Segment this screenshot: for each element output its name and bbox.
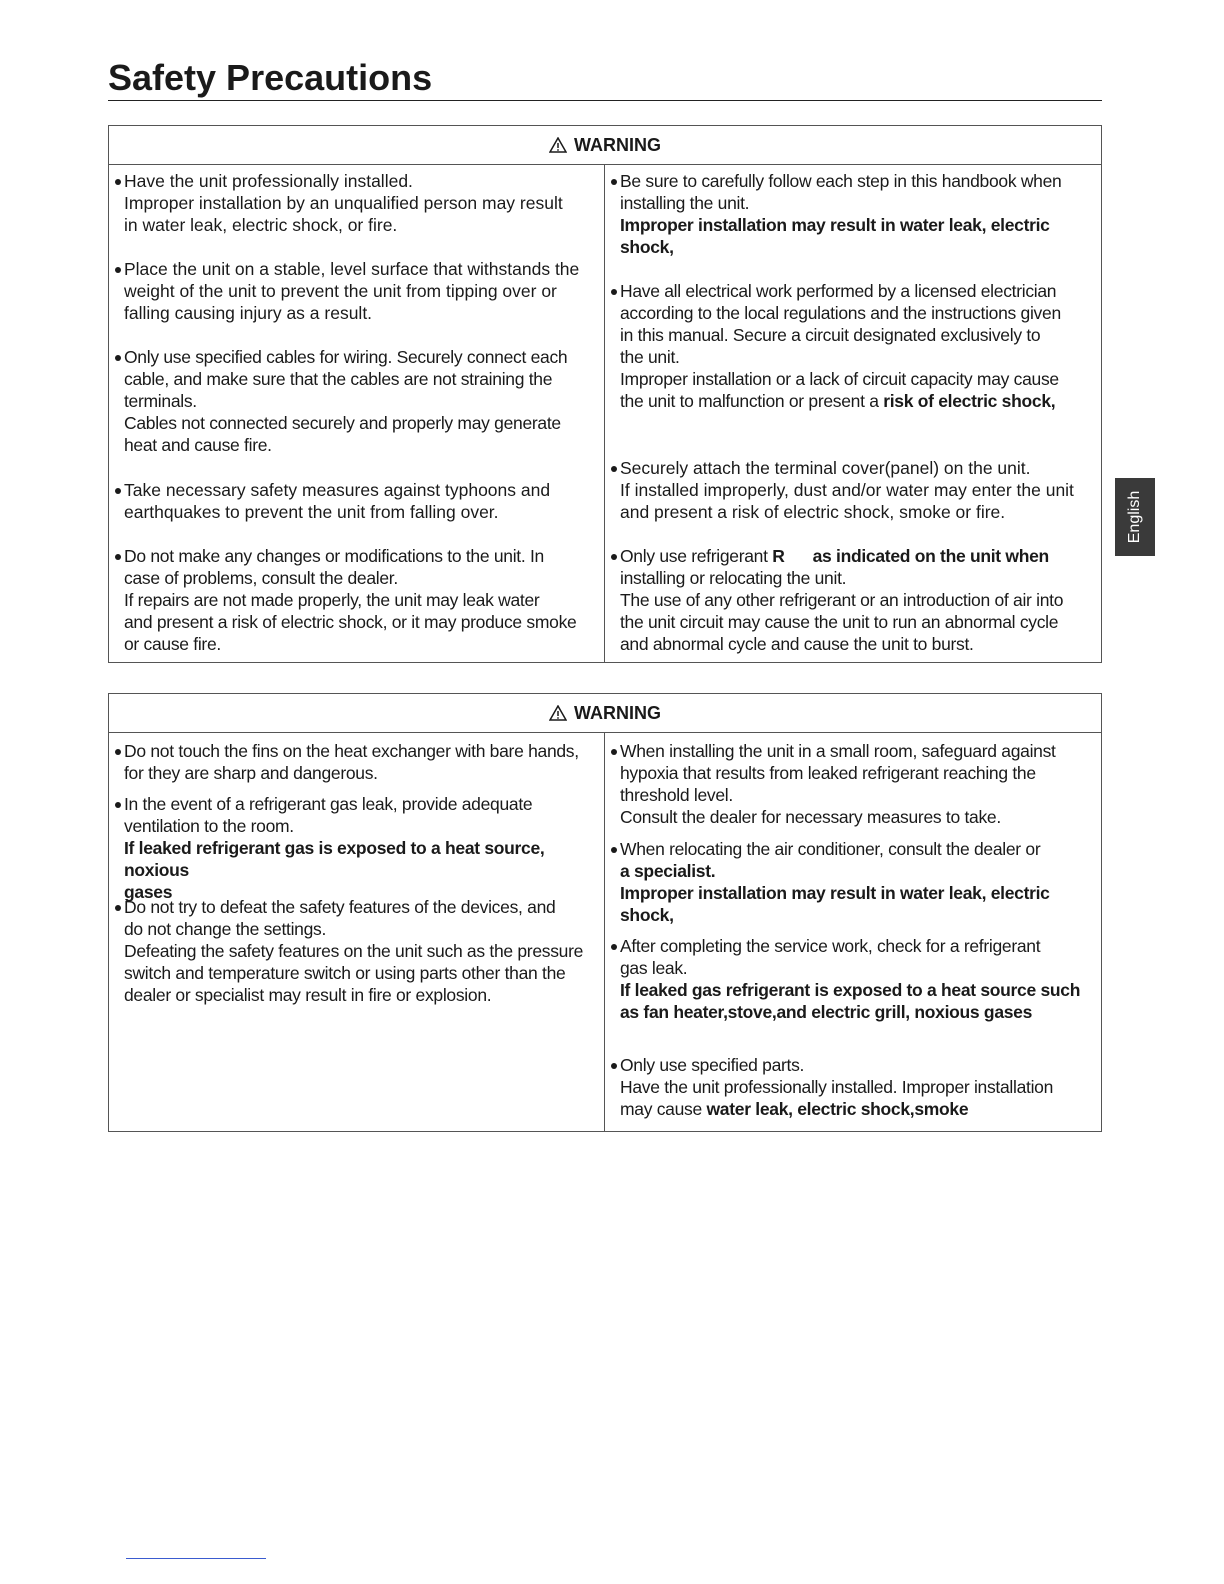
item-line: gases bbox=[124, 882, 173, 902]
item-line: If leaked refrigerant gas is exposed to a heat source, noxious bbox=[124, 838, 545, 880]
item-line: earthquakes to prevent the unit from falling over. bbox=[124, 502, 499, 522]
item-line: If repairs are not made properly, the unit may leak water bbox=[124, 590, 540, 610]
warning-item bbox=[109, 896, 604, 1006]
warning-item bbox=[605, 170, 1101, 258]
warning-column-left bbox=[109, 733, 605, 1131]
item-line: Have the unit professionally installed. Improper installation bbox=[620, 1077, 1054, 1097]
item-line: Only use specified cables for wiring. Securely connect each bbox=[109, 346, 604, 368]
item-line bbox=[605, 545, 1101, 567]
item-line: When installing the unit in a small room, safeguard against bbox=[605, 740, 1101, 762]
refrigerant-code: R bbox=[772, 546, 785, 566]
item-line: according to the local regulations and the instructions given bbox=[620, 303, 1061, 323]
item-line: ventilation to the room. bbox=[124, 816, 294, 836]
item-line-bold: as indicated on the unit when bbox=[812, 546, 1049, 566]
item-line-bold: water leak, electric shock,smoke bbox=[706, 1099, 969, 1119]
footer-rule bbox=[126, 1558, 266, 1559]
item-line: Cables not connected securely and properly may generate bbox=[124, 413, 561, 433]
warning-column-right bbox=[605, 733, 1101, 1131]
item-line: installing or relocating the unit. bbox=[620, 568, 847, 588]
item-line: The use of any other refrigerant or an introduction of air into bbox=[620, 590, 1064, 610]
item-line: When relocating the air conditioner, consult the dealer or bbox=[605, 838, 1101, 860]
warning-item bbox=[109, 346, 604, 456]
item-line: Have all electrical work performed by a licensed electrician bbox=[605, 280, 1101, 302]
item-line: Defeating the safety features on the unit such as the pressure bbox=[124, 941, 584, 961]
item-line: weight of the unit to prevent the unit from tipping over or bbox=[124, 281, 557, 301]
warning-column-left bbox=[109, 165, 605, 662]
item-line: Improper installation may result in water leak, electric shock, bbox=[620, 883, 1050, 925]
item-line: If installed improperly, dust and/or water may enter the unit bbox=[620, 480, 1074, 500]
warning-triangle-icon bbox=[549, 137, 567, 153]
warning-item bbox=[109, 258, 604, 324]
item-line-text: Only use refrigerant bbox=[620, 546, 773, 566]
warning-item bbox=[109, 479, 604, 523]
item-line: in this manual. Secure a circuit designated exclusively to bbox=[620, 325, 1041, 345]
item-line: Only use specified parts. bbox=[605, 1054, 1101, 1076]
language-tab-label: English bbox=[1126, 490, 1144, 544]
warning-item bbox=[605, 457, 1101, 523]
item-line: Do not touch the fins on the heat exchanger with bare hands, bbox=[109, 740, 604, 762]
item-line: Do not make any changes or modifications to the unit. In bbox=[109, 545, 604, 567]
warning-table-1 bbox=[108, 125, 1102, 663]
item-line: Place the unit on a stable, level surface that withstands the bbox=[109, 258, 604, 280]
item-line: Improper installation or a lack of circuit capacity may cause bbox=[620, 369, 1059, 389]
item-line: threshold level. bbox=[620, 785, 733, 805]
item-line: falling causing injury as a result. bbox=[124, 303, 373, 323]
item-line: do not change the settings. bbox=[124, 919, 327, 939]
warning-item bbox=[109, 170, 604, 236]
warning-item bbox=[605, 545, 1101, 655]
item-line: heat and cause fire. bbox=[124, 435, 272, 455]
warning-triangle-icon bbox=[549, 705, 567, 721]
item-line bbox=[605, 390, 1101, 412]
item-line: Be sure to carefully follow each step in this handbook when bbox=[605, 170, 1101, 192]
item-line-text: the unit to malfunction or present a bbox=[620, 391, 884, 411]
item-line: case of problems, consult the dealer. bbox=[124, 568, 398, 588]
item-line: or cause fire. bbox=[124, 634, 221, 654]
item-line: cable, and make sure that the cables are not straining the bbox=[124, 369, 553, 389]
item-line: and present a risk of electric shock, smoke or fire. bbox=[620, 502, 1006, 522]
item-line: Securely attach the terminal cover(panel) on the unit. bbox=[605, 457, 1101, 479]
warning-table-2 bbox=[108, 693, 1102, 1132]
item-line: Do not try to defeat the safety features of the devices, and bbox=[109, 896, 604, 918]
warning-item bbox=[109, 545, 604, 655]
item-line: the unit. bbox=[620, 347, 680, 367]
item-line: as fan heater,stove,and electric grill, noxious gases bbox=[620, 1002, 1033, 1022]
item-line: a specialist. bbox=[620, 861, 716, 881]
item-line-bold: risk of electric shock, bbox=[883, 391, 1056, 411]
warning-item bbox=[605, 935, 1101, 1023]
item-line: hypoxia that results from leaked refrigerant reaching the bbox=[620, 763, 1036, 783]
warning-item bbox=[605, 1054, 1101, 1120]
item-line: If leaked gas refrigerant is exposed to a heat source such bbox=[620, 980, 1081, 1000]
item-line: terminals. bbox=[124, 391, 197, 411]
warning-header-label: WARNING bbox=[574, 134, 661, 155]
item-line-text: may cause bbox=[620, 1099, 707, 1119]
item-line: and present a risk of electric shock, or it may produce smoke bbox=[124, 612, 577, 632]
language-tab[interactable] bbox=[1115, 478, 1155, 556]
warning-header bbox=[109, 694, 1101, 733]
warning-item bbox=[605, 838, 1101, 926]
warning-item bbox=[109, 793, 604, 903]
warning-header-label: WARNING bbox=[574, 702, 661, 723]
item-line: gas leak. bbox=[620, 958, 688, 978]
warning-item bbox=[109, 740, 604, 784]
item-line: switch and temperature switch or using parts other than the bbox=[124, 963, 566, 983]
item-line: After completing the service work, check for a refrigerant bbox=[605, 935, 1101, 957]
warning-item bbox=[605, 280, 1101, 412]
warning-column-right bbox=[605, 165, 1101, 662]
page-title: Safety Precautions bbox=[108, 56, 1102, 101]
item-line: for they are sharp and dangerous. bbox=[124, 763, 378, 783]
item-line: in water leak, electric shock, or fire. bbox=[124, 215, 398, 235]
item-line: Improper installation by an unqualified person may result bbox=[124, 193, 563, 213]
item-line: In the event of a refrigerant gas leak, provide adequate bbox=[109, 793, 604, 815]
warning-item bbox=[605, 740, 1101, 828]
item-line: Take necessary safety measures against typhoons and bbox=[109, 479, 604, 501]
item-line: dealer or specialist may result in fire or explosion. bbox=[124, 985, 492, 1005]
item-line: Have the unit professionally installed. bbox=[109, 170, 604, 192]
item-line: installing the unit. bbox=[620, 193, 750, 213]
item-line bbox=[605, 1098, 1101, 1120]
item-line: Consult the dealer for necessary measures to take. bbox=[620, 807, 1001, 827]
item-line: and abnormal cycle and cause the unit to burst. bbox=[620, 634, 974, 654]
item-line: Improper installation may result in water leak, electric shock, bbox=[620, 215, 1050, 257]
item-line: the unit circuit may cause the unit to run an abnormal cycle bbox=[620, 612, 1059, 632]
warning-header bbox=[109, 126, 1101, 165]
